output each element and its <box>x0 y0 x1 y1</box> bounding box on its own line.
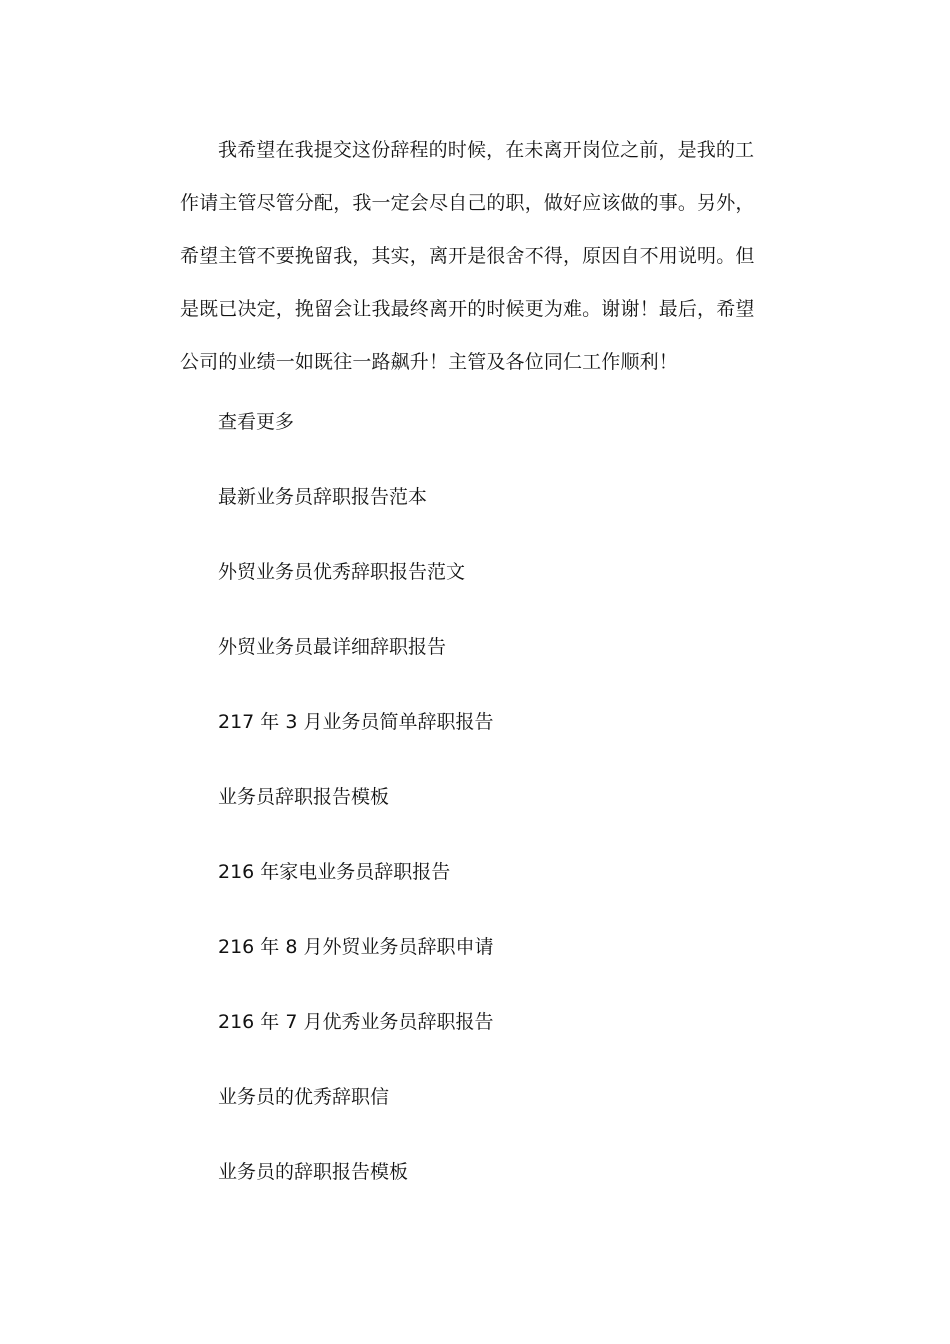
related-link-item[interactable] <box>218 1154 493 1229</box>
related-link-text[interactable]: 216 年 7 月优秀业务员辞职报告 <box>218 1011 494 1033</box>
paragraph-line-4: 是既已决定，挽留会让我最终离开的时候更为难。谢谢！最后，希望 <box>180 298 755 320</box>
related-link-item[interactable] <box>218 929 493 1004</box>
related-link-text[interactable]: 217 年 3 月业务员简单辞职报告 <box>218 711 494 733</box>
related-link-item[interactable] <box>218 629 493 704</box>
paragraph-line-1: 我希望在我提交这份辞程的时候，在未离开岗位之前，是我的工 <box>218 139 755 161</box>
related-link-text[interactable]: 最新业务员辞职报告范本 <box>218 486 428 508</box>
related-link-text[interactable]: 外贸业务员最详细辞职报告 <box>218 636 447 658</box>
related-link-item[interactable] <box>218 1004 493 1079</box>
resignation-paragraph <box>180 132 760 397</box>
related-link-item[interactable] <box>218 704 493 779</box>
paragraph-line-3: 希望主管不要挽留我，其实，离开是很舍不得，原因自不用说明。但 <box>180 245 755 267</box>
related-link-item[interactable] <box>218 479 493 554</box>
related-links-list <box>218 479 493 1229</box>
related-link-text[interactable]: 216 年家电业务员辞职报告 <box>218 861 451 883</box>
related-link-item[interactable] <box>218 554 493 629</box>
related-link-text[interactable]: 业务员的辞职报告模板 <box>218 1161 409 1183</box>
related-link-item[interactable] <box>218 1079 493 1154</box>
related-link-text[interactable]: 216 年 8 月外贸业务员辞职申请 <box>218 936 494 958</box>
paragraph-line-2: 作请主管尽管分配，我一定会尽自己的职，做好应该做的事。另外， <box>180 192 755 214</box>
related-link-item[interactable] <box>218 779 493 854</box>
paragraph-line-5: 公司的业绩一如既往一路飙升！主管及各位同仁工作顺利！ <box>180 351 678 373</box>
related-link-text[interactable]: 业务员的优秀辞职信 <box>218 1086 390 1108</box>
related-link-text[interactable]: 业务员辞职报告模板 <box>218 786 390 808</box>
related-link-text[interactable]: 外贸业务员优秀辞职报告范文 <box>218 561 466 583</box>
more-label: 查看更多 <box>218 411 295 433</box>
related-link-item[interactable] <box>218 854 493 929</box>
